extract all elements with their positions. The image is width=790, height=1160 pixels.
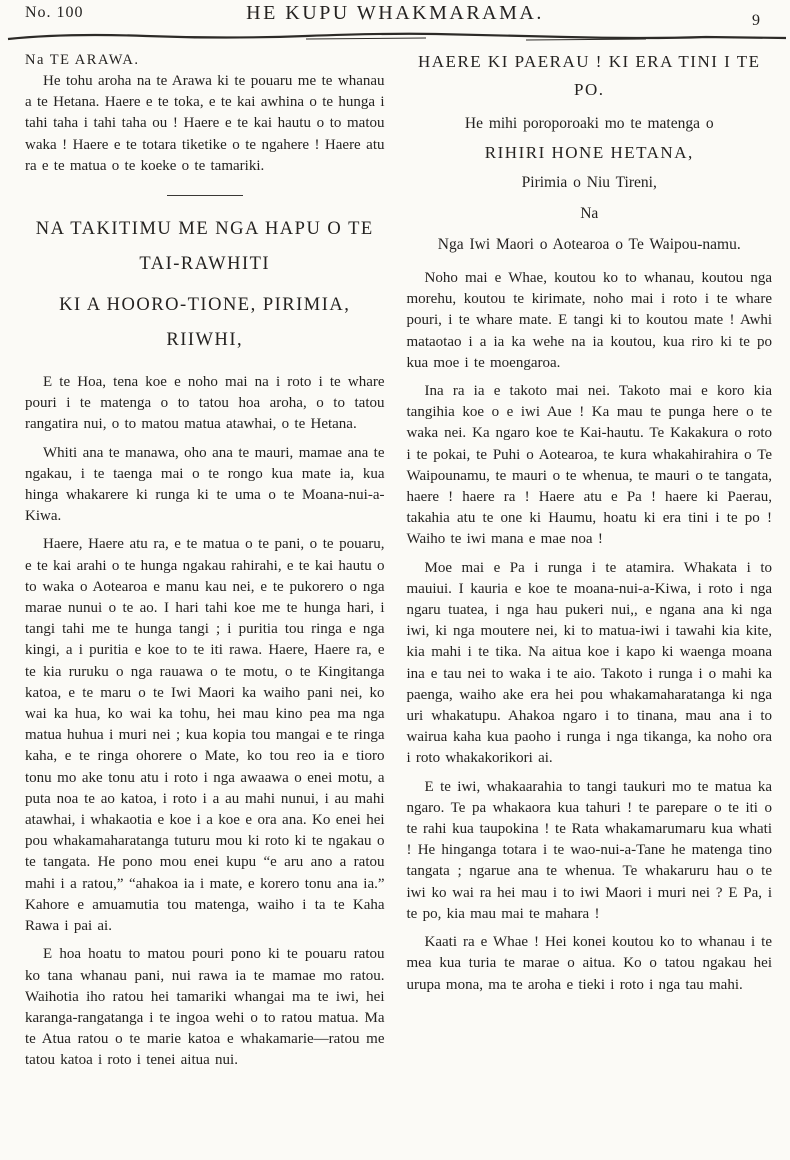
- deceased-name: RIHIRI HONE HETANA,: [484, 143, 694, 162]
- header-rule: [6, 30, 788, 42]
- issue-number: No. 100: [25, 4, 84, 21]
- section-divider: [167, 195, 243, 196]
- right-column: [407, 44, 772, 1079]
- paper-title: HE KUPU WHAKMARAMA.: [246, 2, 544, 24]
- paragraph: E te iwi, whakaarahia to tangi taukuri mo te matua ka ngaro. Te pa whakaora kua tahuri ! te parepare o te iti o te rahi kua taupokina ! te Rata whakamarumaru kua whati ! He hinganga totara i te wao-nui-a-Tane he matenga tino tangata ; ngarue ana te whenua. Te whakaruru hau o te iwi ko wai ra hei mau i to iwi Maori i muri nei ? E Pa, i te po, kia mau mai te mahara !: [406, 778, 772, 922]
- paragraph: Kaati ra e Whae ! Hei konei koutou ko to whanau i te mea kua turia te marae o aitua. Ko o tatou ngakau hei urupa mona, ma te aroha e tieki i roto i nga tau mahi.: [406, 934, 772, 993]
- paragraph: Ina ra ia e takoto mai nei. Takoto mai e koro kia tangihia koe o e iwi Aue ! Ka mau te punga here o te waka nei. Ka ngaro koe te Kai-hautu. Te Kakakura o roto i te pokai, te Puhi o Aotearoa, te kura whakahirahira o Te Waipounamu, te mauri o te whenua, te mauri o te tangata, haere ! haere ra ! Haere atu e Pa ! haere ki Paerau, takahia atu te one ki Haumu, hoatu ki era tini i te po ! Waiho te iwi mana e mae noa !: [406, 383, 772, 548]
- paragraph: Whiti ana te manawa, oho ana te mauri, mamae ana te ngakau, i te taenga mai o te rongo kua mate ia, kua hinga whakarere ki runga ki te uma o te Moana-nui-a-Kiwa.: [25, 444, 385, 525]
- section-heading-hooro-tione: KI A HOORO-TIONE, PIRIMIA, RIIWHI,: [59, 295, 351, 351]
- paragraph: Haere, Haere atu ra, e te matua o te pani, o te pouaru, e te kai arahi o te hunga ngakau rahirahi, e te kai hautu o to waka o Aotearoa e manu kau nei, e te pukorero o nga marae nunui o te ao. I hari tahi koe me te hunga hari, i tangi tahi me te hunga tangi ; i puritia tou ringa e nga kingi, a i puritia e koe to te iti rawa. Haere, Haere ra, e te kia ruruku o nga rauawa o te motu, o te Kingitanga katoa, e te maru o te Iwi Maori ka waiho pani nei, ko wai ka hua, ko wai ka tohu, hei mau kino pea ma nga matua huhua i muri nei ; kua kopia tou mangai e te ringa kaha, e te ringa ohorere o Mate, ko tou reo ia e tioro tonu mo ake tonu atu i roto i nga awaawa o enei motu, a puta noa te ao katoa, i roto i a au mahi nunui, i au mahi atawhai, i whakaotia e koe i a koe e ora ana. Ko enei hei pou whakamaharatanga tuturu mou ki roto ki te ngakau o te tangata. He pono mou enei kupu “e aru ano a ratou mahi i a ratou,” “ahakoa ia i mate, e korero tonu ana ia.” Kahore e amuamutia tou matenga, waiho i ta te Kaha Rawa i pai ai.: [25, 536, 385, 935]
- deceased-title: Pirimia o Niu Tireni,: [521, 174, 657, 191]
- paragraph: Moe mai e Pa i runga i te atamira. Whakata i to mauiui. I kauria e koe te moana-nui-a-Kiwa, i roto i nga ngaru tuatea, i nga hau pukeri nui,, e ngana ana ki nga iwi, ki nga moutere nei, ki to matua-iwi i tawahi kia kite, kia mahi i te tika. Na aitua koe i kapo ki waenga moana ina e tau nei to waka i te aio. Takoto i runga i o mahi ka paenga, waiho ake era hei pou whakamaharatanga ki nga uri whakatupu. Ahakoa ngaro i to tinana, mau ana i to wairua kaha kua paoho i runga i nga tikanga, ka noho ora i roto whakakorikori ai.: [406, 559, 772, 767]
- section-heading-te-arawa: Na TE ARAWA.: [25, 52, 140, 68]
- section-heading-takitimu: NA TAKITIMU ME NGA HAPU O TE TAI-RAWHITI: [35, 219, 374, 275]
- paragraph: E hoa hoatu to matou pouri pono ki te pouaru ratou ko tana whanau pani, nui rawa ia te mamae mo ratou. Waihotia iho ratou hei tamariki whangai ma te iwi, hei karanga-rangatanga i te ingoa wehi o to ratou matua. Ma te Atua ratou o te marie katoa e whakamarie—ratou me tatou katoa i roto i tenei aitua nui.: [25, 946, 385, 1069]
- left-column: [25, 44, 385, 1079]
- paragraph: He tohu aroha na te Arawa ki te pouaru me te whanau a te Hetana. Haere e te toka, e te kai awhina o te hunga i tahi taha i tahi taha ou ! Haere e te kai hautu o to matou waka ! Haere e te totara tiketike o te ngahere ! Haere atu ra e te matua o te koeke o te tamariki.: [25, 73, 385, 174]
- page-number: 9: [752, 12, 760, 29]
- attribution-iwi: Nga Iwi Maori o Aotearoa o Te Waipou-namu.: [437, 236, 741, 253]
- paragraph: E te Hoa, tena koe e noho mai na i roto i te whare pouri i te matenga o to tatou hoa aroha, o to tatou rangatira nui, o to matou matua atawhai, o te Hetana.: [25, 374, 385, 433]
- obituary-subheading: He mihi poroporoaki mo te matenga o: [464, 115, 714, 132]
- attribution-na: Na: [580, 205, 599, 222]
- paragraph: Noho mai e Whae, koutou ko to whanau, koutou nga morehu, koutou te kirimate, noho mai i roto i te whare pouri, i te whare mate. E tangi ki to koutou mate ! Awhi mataotao i a ia ka wehe na ia koutou, kua riro ki te po kua moe i te moengaroa.: [406, 270, 772, 371]
- section-heading-haere-ki-paerau: HAERE KI PAERAU ! KI ERA TINI I TE PO.: [418, 52, 761, 99]
- page-columns: [0, 42, 790, 1079]
- page-header: [0, 0, 790, 30]
